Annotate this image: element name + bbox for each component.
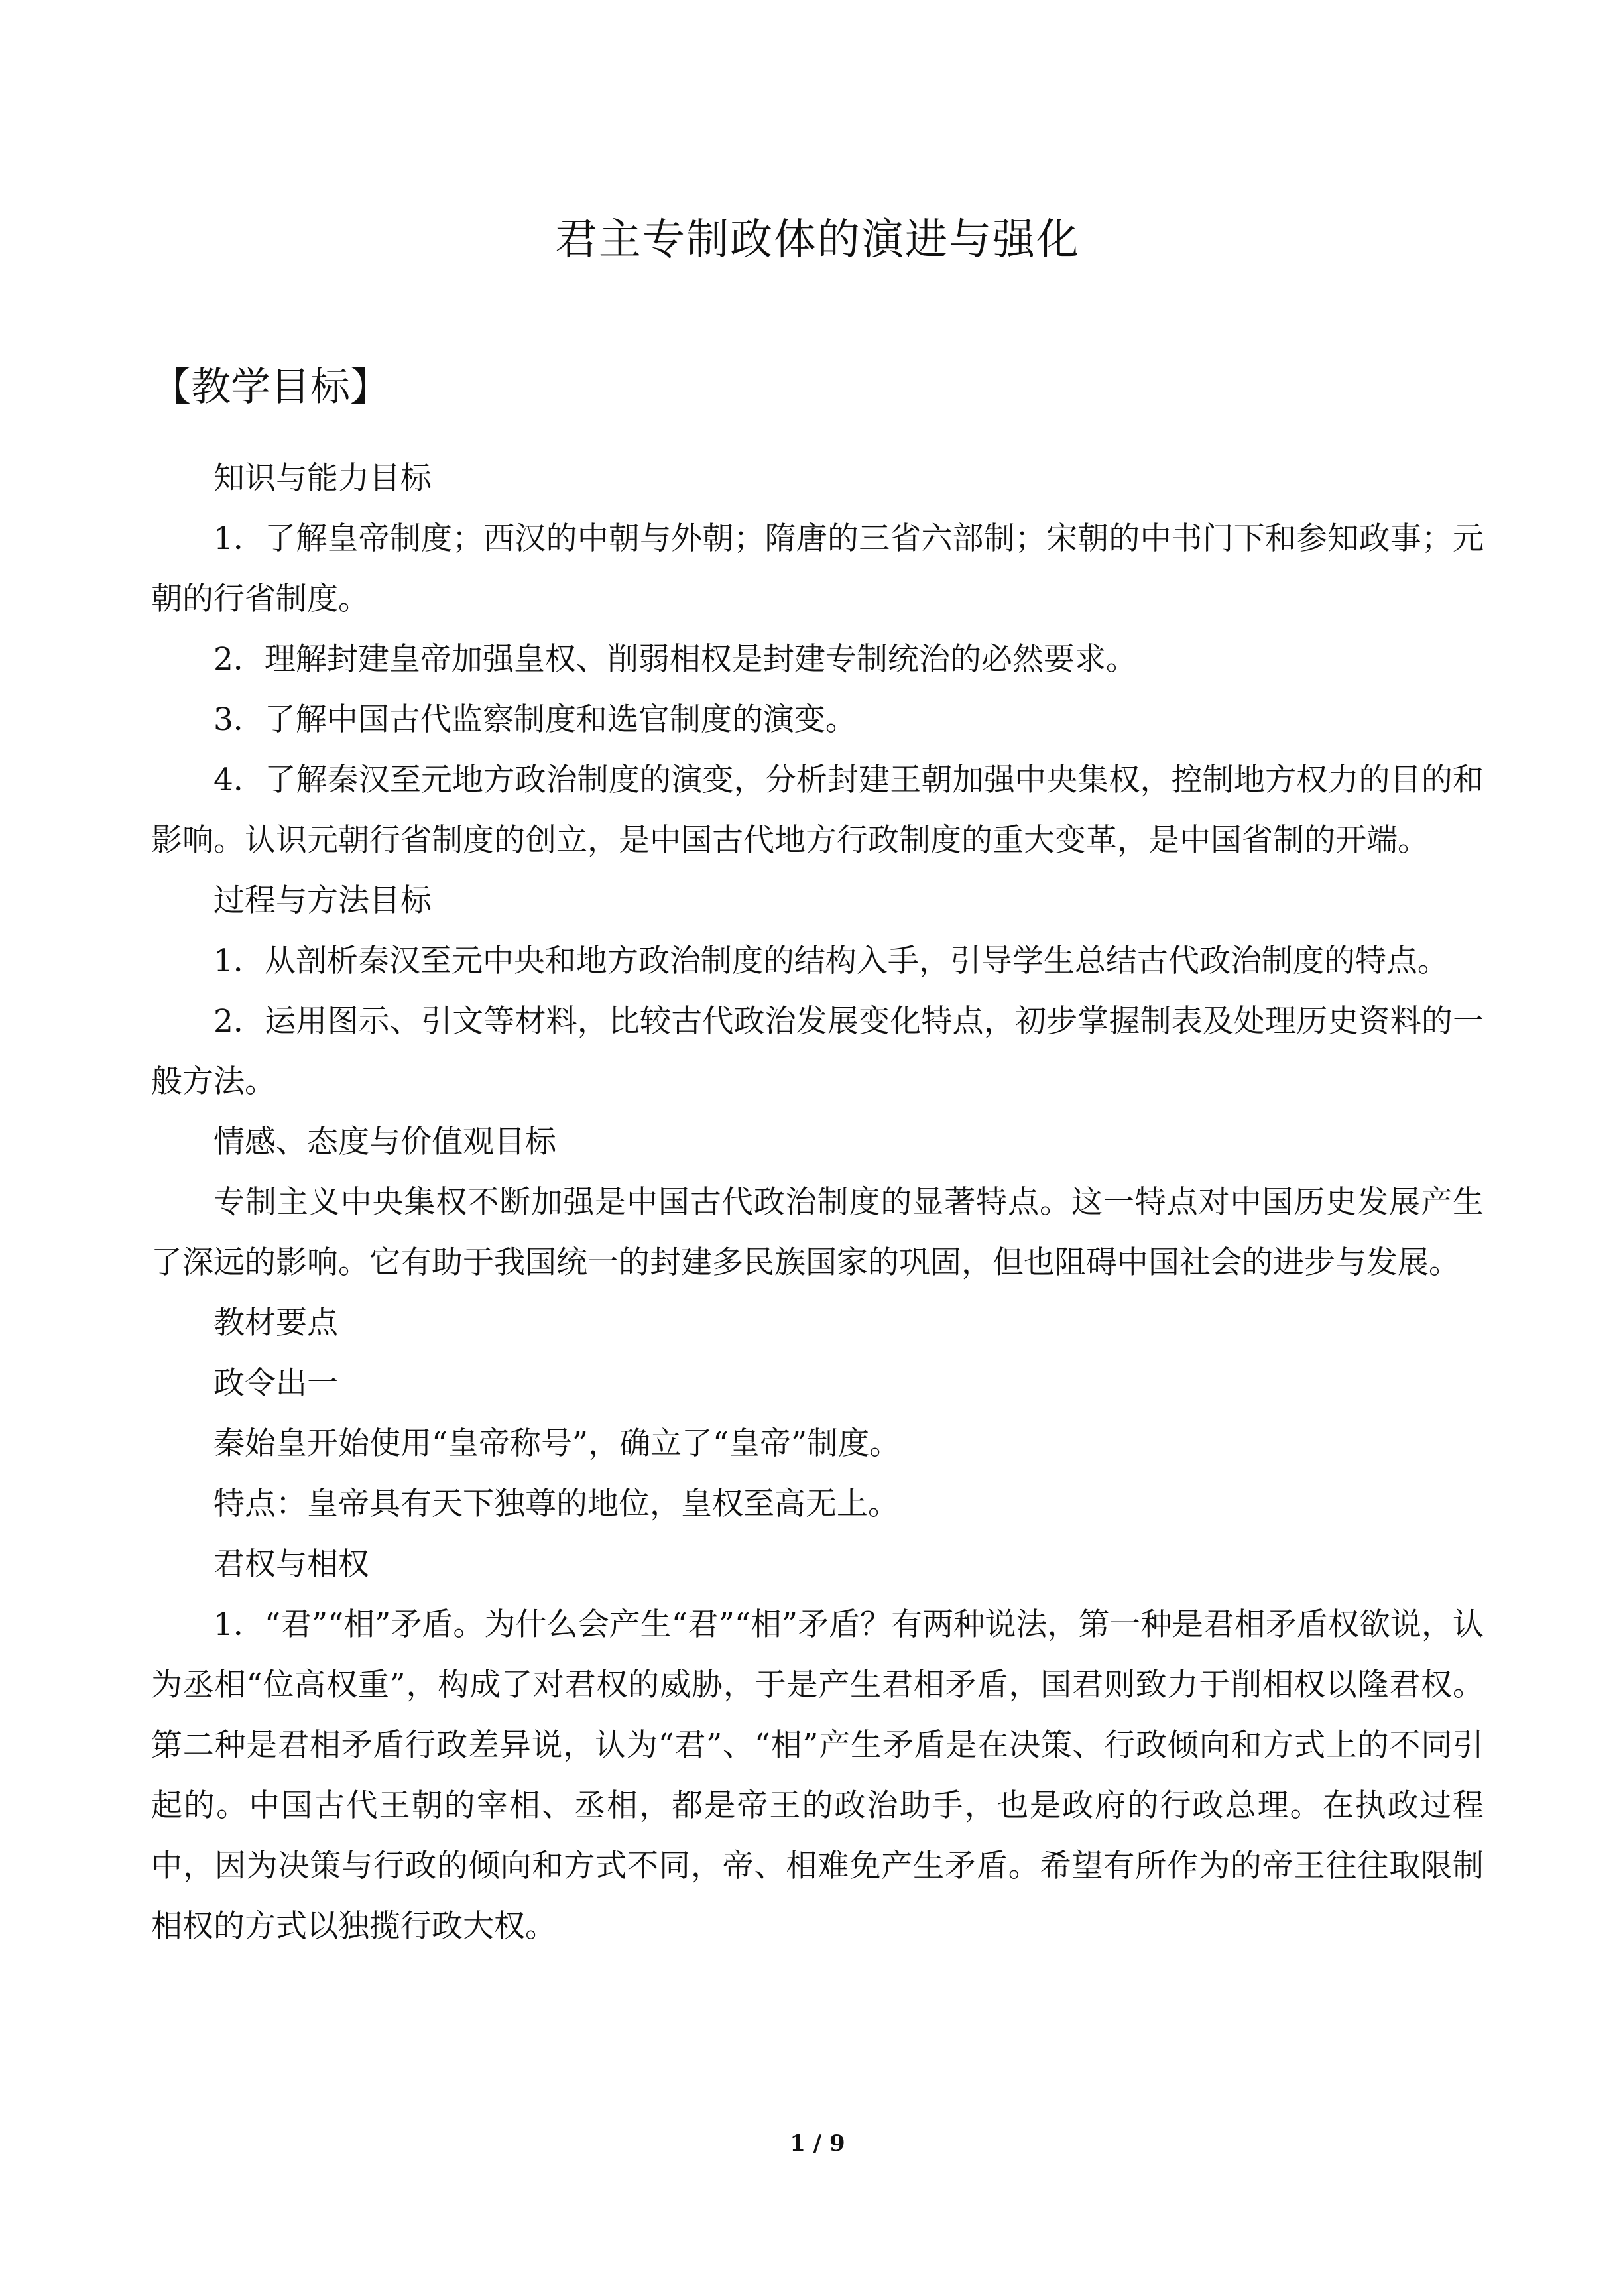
paragraph: 1．“君”“相”矛盾。为什么会产生“君”“相”矛盾？有两种说法，第一种是君相矛盾权欲说，认为丞相“位高权重”，构成了对君权的威胁，于是产生君相矛盾，国君则致力于削相权以隆君权。第二种是君相矛盾行政差异说，认为“君”、“相”产生矛盾是在决策、行政倾向和方式上的不同引起的。中国古代王朝的宰相、丞相，都是帝王的政治助手，也是政府的行政总理。在执政过程中，因为决策与行政的倾向和方式不同，帝、相难免产生矛盾。希望有所作为的帝王往往取限制相权的方式以独揽行政大权。 — [151, 1606, 1484, 1945]
document-body — [151, 448, 1484, 1957]
paragraph: 1．了解皇帝制度；西汉的中朝与外朝；隋唐的三省六部制；宋朝的中书门下和参知政事；元朝的行省制度。 — [151, 520, 1484, 617]
paragraph: 3．了解中国古代监察制度和选官制度的演变。 — [213, 701, 857, 738]
paragraph: 1．从剖析秦汉至元中央和地方政治制度的结构入手，引导学生总结古代政治制度的特点。 — [213, 943, 1449, 979]
paragraph: 秦始皇开始使用“皇帝称号”，确立了“皇帝”制度。 — [213, 1425, 901, 1462]
paragraph: 4．了解秦汉至元地方政治制度的演变，分析封建王朝加强中央集权，控制地方权力的目的和影响。认识元朝行省制度的创立，是中国古代地方行政制度的重大变革，是中国省制的开端。 — [151, 762, 1484, 859]
document-title: 君主专制政体的演进与强化 — [555, 215, 1080, 265]
paragraph: 2．运用图示、引文等材料，比较古代政治发展变化特点，初步掌握制表及处理历史资料的一般方法。 — [151, 1003, 1484, 1100]
subheading-edicts: 政令出一 — [213, 1365, 338, 1402]
section-heading: 【教学目标】 — [151, 364, 390, 410]
document-page — [151, 0, 1484, 2296]
page-number: 1 / 9 — [790, 2130, 845, 2157]
subheading-process-goals: 过程与方法目标 — [213, 882, 432, 919]
paragraph: 2．理解封建皇帝加强皇权、削弱相权是封建专制统治的必然要求。 — [213, 641, 1137, 678]
subheading-values-goals: 情感、态度与价值观目标 — [213, 1124, 556, 1160]
paragraph: 特点：皇帝具有天下独尊的地位，皇权至高无上。 — [213, 1486, 899, 1522]
subheading-knowledge-goals: 知识与能力目标 — [213, 460, 432, 497]
subheading-monarch-and-chancellor: 君权与相权 — [213, 1546, 369, 1583]
paragraph: 专制主义中央集权不断加强是中国古代政治制度的显著特点。这一特点对中国历史发展产生了深远的影响。它有助于我国统一的封建多民族国家的巩固，但也阻碍中国社会的进步与发展。 — [151, 1184, 1484, 1281]
subheading-key-points: 教材要点 — [213, 1305, 338, 1341]
